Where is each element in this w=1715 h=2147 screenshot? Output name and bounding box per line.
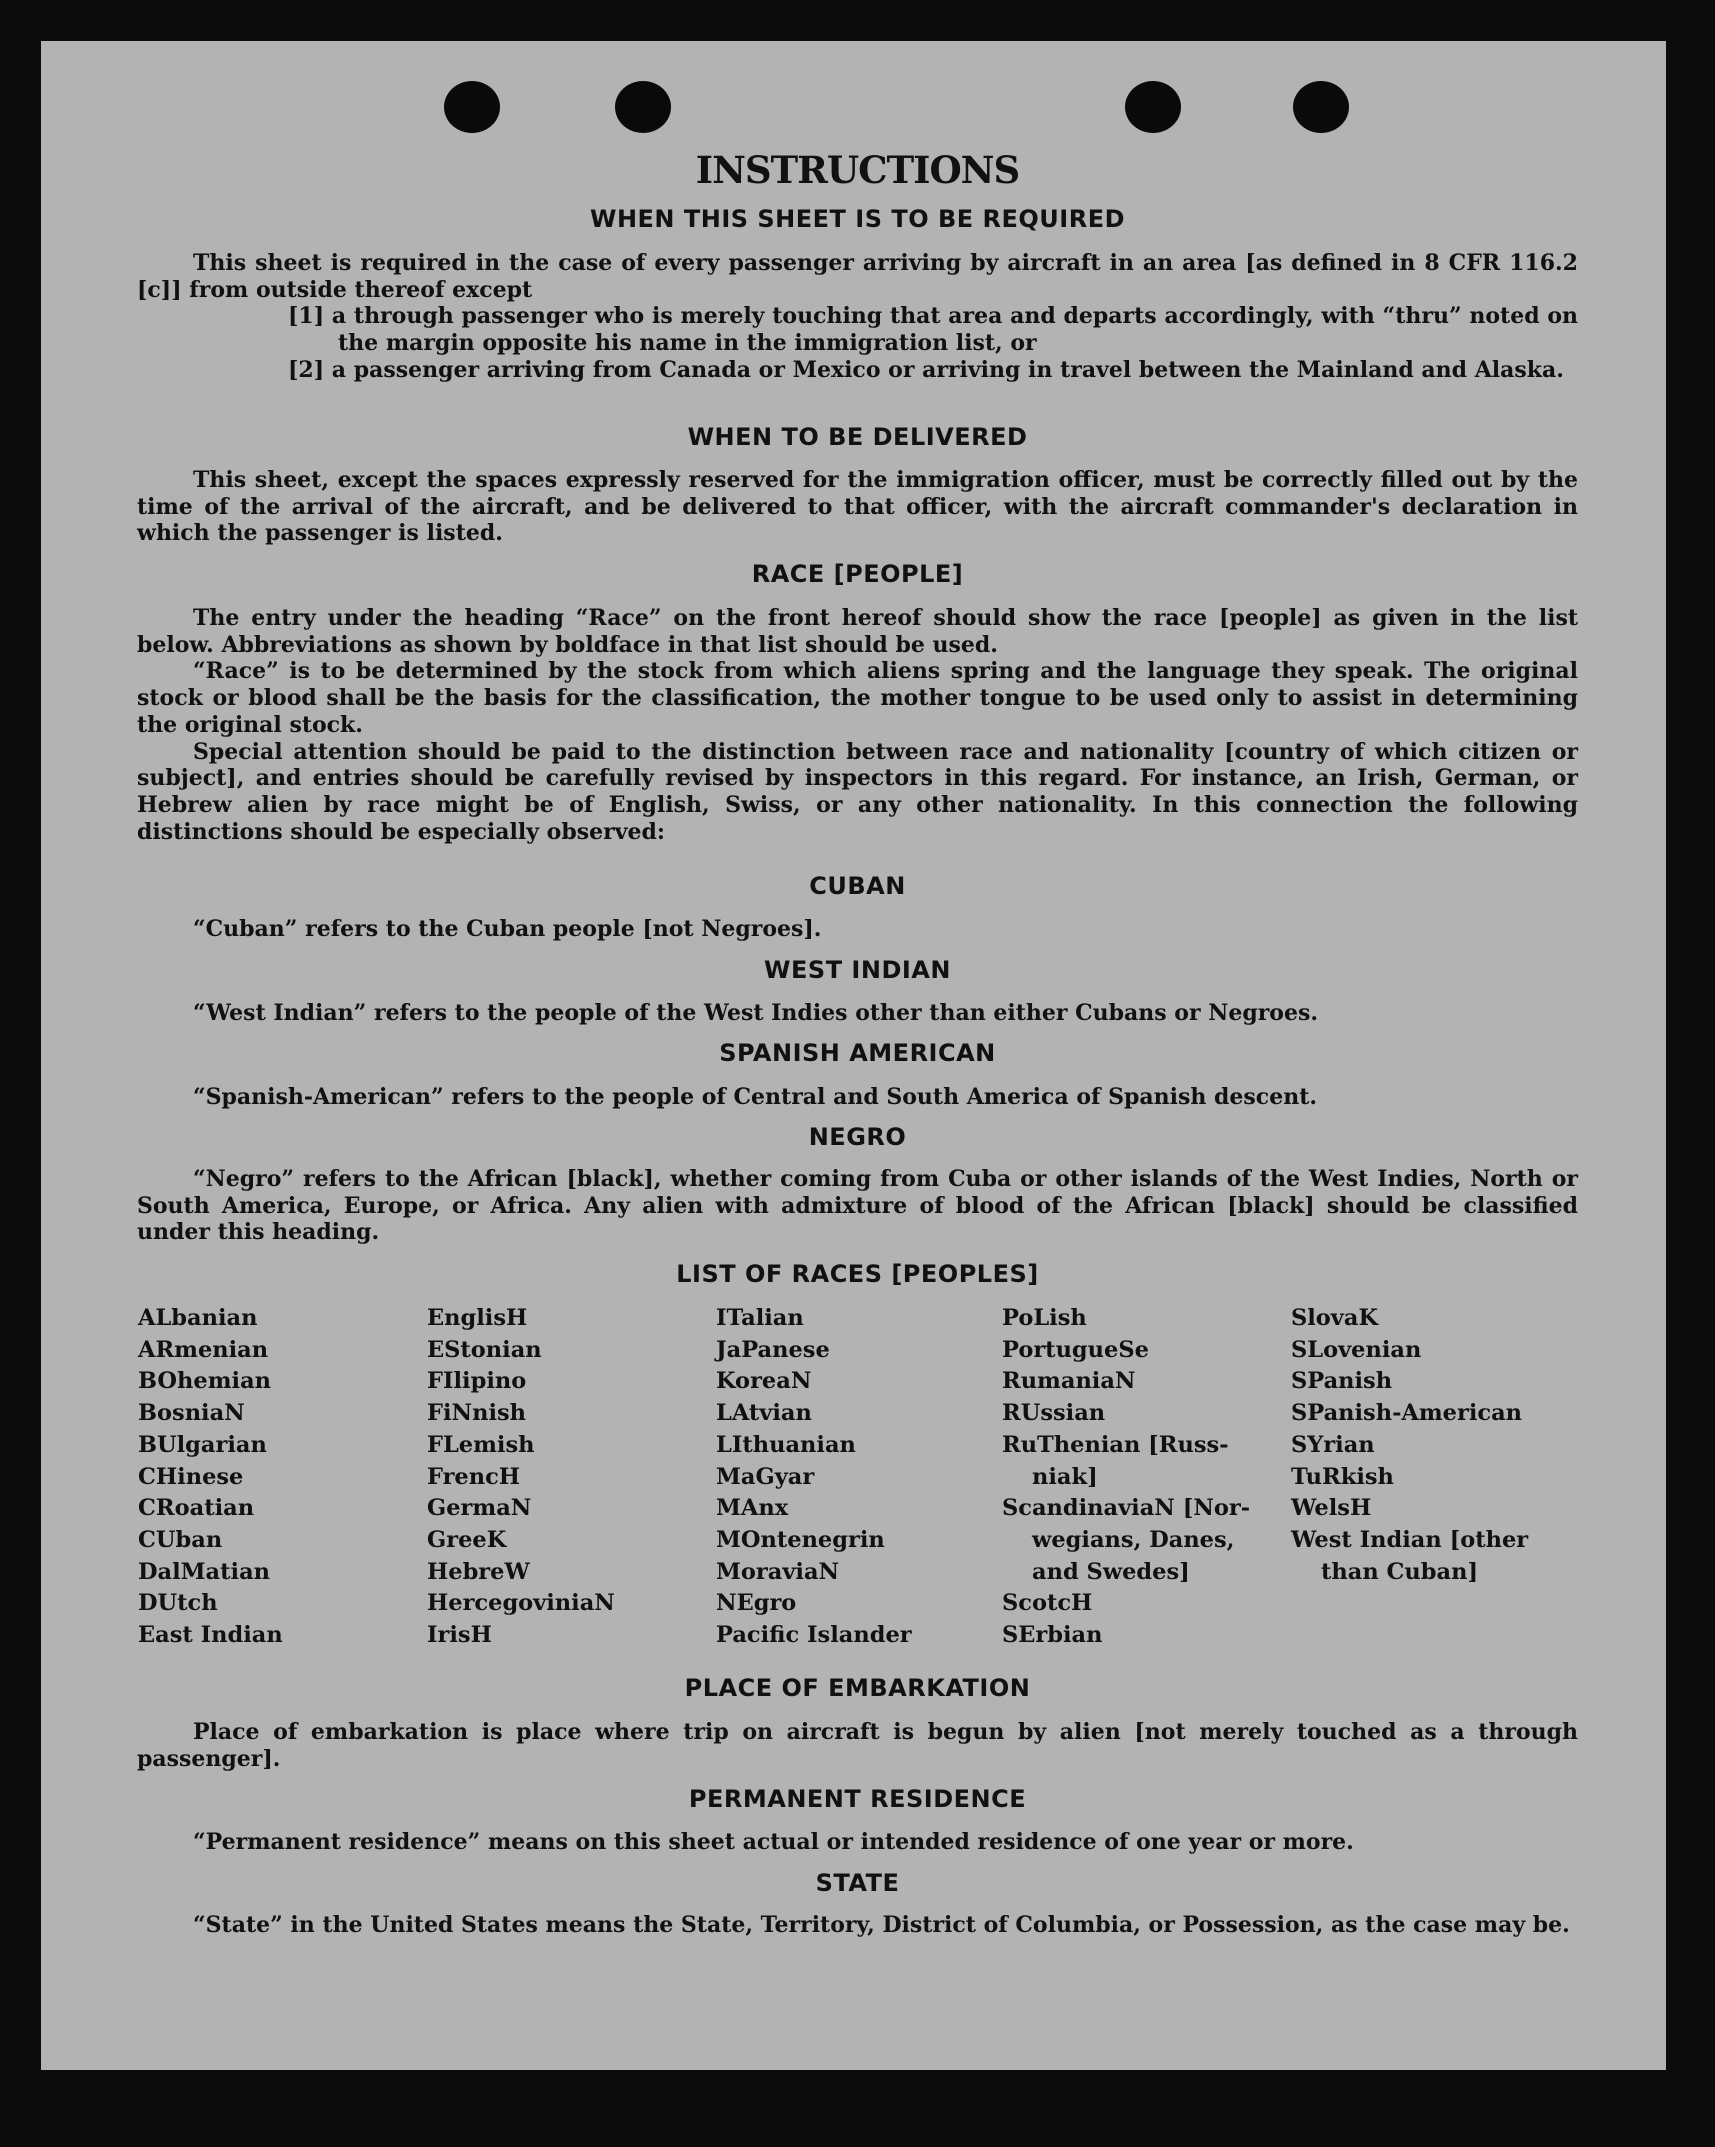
section-cuban (137, 916, 1578, 943)
paragraph: Place of embarkation is place where trip on aircraft is begun by alien [not merely touched as a through passenger]. (137, 1719, 1578, 1772)
race-list-item: ALbanian (138, 1305, 258, 1331)
race-column (1002, 1303, 1250, 1652)
race-list-item: SPanish (1291, 1368, 1393, 1395)
race-column (716, 1303, 912, 1652)
heading-list: LIST OF RACES [PEOPLES] (676, 1260, 1039, 1288)
race-list-item: MaGyar (716, 1463, 815, 1490)
race-list-item: ScandinaviaN [Nor- (1002, 1495, 1251, 1522)
race-list-item: GermaN (427, 1495, 532, 1522)
race-list-item: MoraviaN (716, 1558, 840, 1585)
race-list-item: LIthuanian (716, 1431, 856, 1458)
section-negro (137, 1166, 1578, 1246)
race-list-item: West Indian [other (1291, 1526, 1529, 1553)
race-list-item: RuThenian [Russ- (1002, 1431, 1229, 1458)
race-list-item: SLovenian (1291, 1336, 1422, 1363)
race-list-item: FLemish (427, 1431, 535, 1458)
race-list-item: JaPanese (716, 1336, 830, 1363)
race-list-item: CHinese (138, 1463, 244, 1490)
race-list-item: FIlipino (427, 1368, 527, 1395)
race-list-item: HebreW (427, 1558, 530, 1585)
race-list-item: MOntenegrin (716, 1526, 885, 1553)
paragraph: “West Indian” refers to the people of the West Indies other than either Cubans or Negroes. (193, 1000, 1319, 1026)
race-list-item: KoreaN (716, 1368, 812, 1395)
race-list-item: HercegoviniaN (427, 1590, 615, 1617)
race-list-item: BOhemian (138, 1368, 272, 1395)
paragraph: “Spanish-American” refers to the people of Central and South America of Spanish descent. (193, 1084, 1318, 1110)
heading-embarkation: PLACE OF EMBARKATION (684, 1674, 1031, 1702)
race-list-item: PoLish (1002, 1305, 1087, 1331)
exception-item: [2] a passenger arriving from Canada or Mexico or arriving in travel between the Mainland and Alaska. (288, 356, 1564, 383)
race-list-item: than Cuban] (1321, 1558, 1479, 1585)
paragraph: This sheet, except the spaces expressly reserved for the immigration officer, must be correctly filled out by the time of the arrival of the aircraft, and be delivered to that officer, with the aircraft commander's declaration in which the passenger is listed. (137, 467, 1578, 547)
race-list-item: FrencH (427, 1463, 521, 1490)
race-list-item: SlovaK (1291, 1305, 1379, 1331)
section-west-indian (137, 1000, 1578, 1027)
race-list-item: SErbian (1002, 1622, 1103, 1649)
race-list-item: wegians, Danes, (1032, 1526, 1235, 1553)
race-list-item: ARmenian (138, 1336, 269, 1363)
paragraph: “Race” is to be determined by the stock from which aliens spring and the language they speak. The original stock or blood shall be the basis for the classification, the mother tongue to be used only to assist in determining the original stock. (137, 658, 1578, 738)
paragraph: Special attention should be paid to the distinction between race and nationality [country of which citizen or subject], and entries should be carefully revised by inspectors in this regard. For instance, an Irish, German, or Hebrew alien by race might be of English, Swiss, or any other nationality. In this connection the following distinctions should be especially observed: (137, 738, 1578, 845)
heading-delivered: WHEN TO BE DELIVERED (687, 423, 1028, 451)
section-race (137, 605, 1578, 845)
race-list-item: CRoatian (138, 1495, 255, 1522)
race-list-item: PortugueSe (1002, 1336, 1149, 1363)
heading-residence: PERMANENT RESIDENCE (688, 1785, 1027, 1813)
race-list-item: RUssian (1002, 1400, 1106, 1427)
race-list-item: CUban (138, 1526, 223, 1553)
race-column (427, 1303, 615, 1652)
section-spanish-american (137, 1084, 1578, 1111)
section-state (137, 1912, 1578, 1939)
race-list-item: BUlgarian (138, 1431, 267, 1458)
race-list-item: MAnx (716, 1495, 789, 1522)
race-list-item: WelsH (1291, 1495, 1372, 1522)
race-list-item: SYrian (1291, 1431, 1375, 1458)
section-required (137, 250, 1578, 384)
exception-item: [1] a through passenger who is merely touching that area and departs accordingly, with “thru” noted on the margin opposite his name in the immigration list, or (288, 303, 1578, 357)
race-list-item: ScotcH (1002, 1590, 1093, 1617)
punch-hole (444, 81, 500, 133)
paragraph: “Permanent residence” means on this sheet actual or intended residence of one year or more. (193, 1829, 1354, 1855)
race-list-item: IrisH (427, 1622, 492, 1649)
section-embarkation (137, 1719, 1578, 1772)
race-list-item: NEgro (716, 1590, 797, 1617)
race-list-item: East Indian (138, 1622, 283, 1649)
heading-required: WHEN THIS SHEET IS TO BE REQUIRED (589, 205, 1126, 233)
heading-cuban: CUBAN (809, 872, 906, 900)
race-list-item: TuRkish (1291, 1463, 1394, 1490)
race-list-item: EnglisH (427, 1305, 528, 1331)
heading-west-indian: WEST INDIAN (764, 956, 951, 984)
section-residence (137, 1829, 1578, 1856)
paragraph: This sheet is required in the case of every passenger arriving by aircraft in an area [as defined in 8 CFR 116.2 [c]] from outside thereof except (137, 250, 1578, 303)
race-list-item: BosniaN (138, 1400, 245, 1427)
heading-state: STATE (815, 1869, 900, 1897)
punch-hole (1293, 81, 1349, 133)
section-delivered (137, 467, 1578, 547)
paragraph: “Negro” refers to the African [black], whether coming from Cuba or other islands of the West Indies, North or South America, Europe, or Africa. Any alien with admixture of blood of the African [black] should be classified under this heading. (137, 1166, 1578, 1246)
heading-negro: NEGRO (808, 1123, 907, 1151)
paragraph: The entry under the heading “Race” on the front hereof should show the race [people] as given in the list below. Abbreviations as shown by boldface in that list should be used. (137, 605, 1578, 658)
race-column (138, 1303, 283, 1652)
race-list-item: DalMatian (138, 1558, 271, 1585)
race-list-item: GreeK (427, 1526, 507, 1553)
race-list-item: RumaniaN (1002, 1368, 1136, 1395)
punch-hole (615, 81, 671, 133)
race-list-item: Pacific Islander (716, 1622, 912, 1649)
race-list-item: LAtvian (716, 1400, 812, 1427)
race-column (1291, 1303, 1528, 1588)
paragraph: “Cuban” refers to the Cuban people [not Negroes]. (193, 916, 822, 942)
race-list-item: DUtch (138, 1590, 218, 1617)
race-list-item: and Swedes] (1032, 1558, 1190, 1585)
race-list-item: ITalian (716, 1305, 804, 1331)
race-list-item: SPanish-American (1291, 1400, 1523, 1427)
heading-spanish-american: SPANISH AMERICAN (719, 1039, 996, 1067)
heading-race: RACE [PEOPLE] (751, 560, 964, 588)
race-list-item: FiNnish (427, 1400, 527, 1427)
paragraph: “State” in the United States means the State, Territory, District of Columbia, or Possession, as the case may be. (193, 1912, 1570, 1938)
race-list-item: niak] (1032, 1463, 1098, 1490)
page-title: INSTRUCTIONS (695, 148, 1020, 192)
race-list-item: EStonian (427, 1336, 542, 1363)
punch-hole (1125, 81, 1181, 133)
